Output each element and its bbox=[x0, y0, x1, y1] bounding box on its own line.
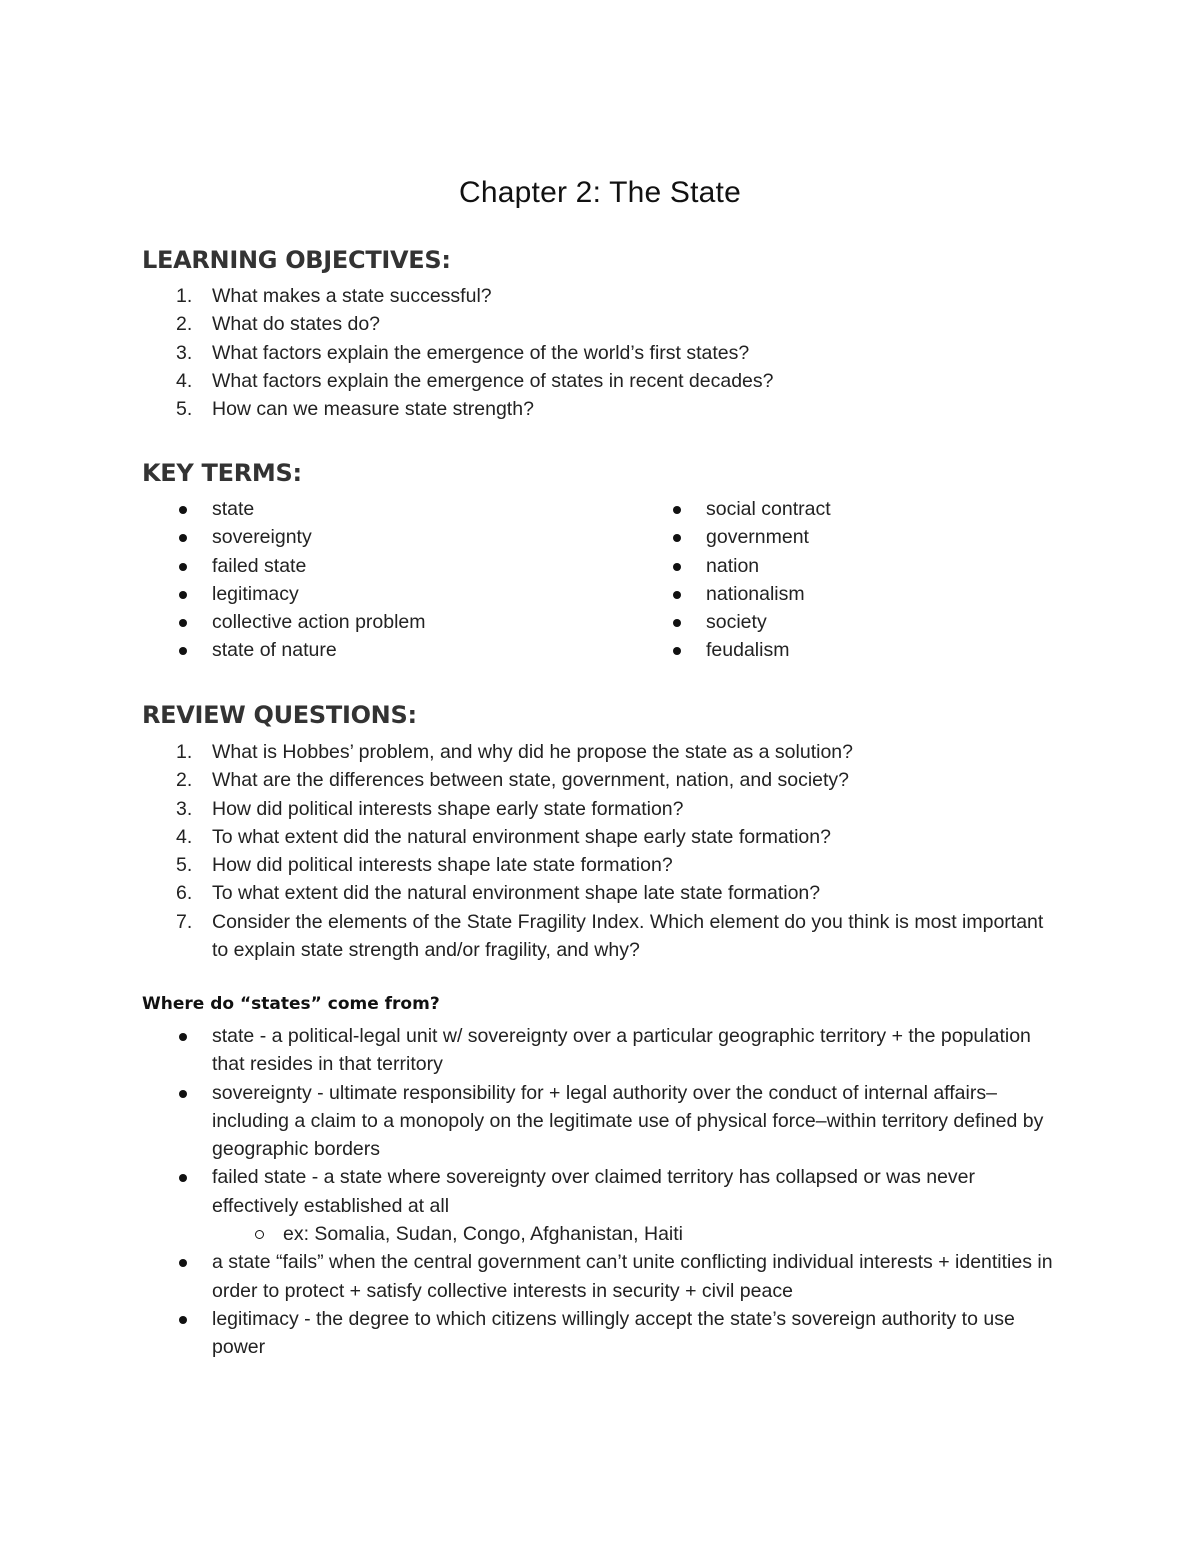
bullet-icon bbox=[673, 506, 681, 514]
item-text: How did political interests shape late state formation? bbox=[212, 854, 673, 877]
bullet-icon bbox=[673, 619, 681, 627]
item-text: Consider the elements of the State Fragility Index. Which element do you think is most important to explain state strength and/or fragility, and why? bbox=[212, 910, 1044, 962]
key-term: state bbox=[212, 498, 255, 520]
list-item bbox=[142, 1305, 1062, 1362]
bullet-icon bbox=[179, 534, 187, 542]
list-item bbox=[142, 395, 862, 423]
list-item bbox=[142, 495, 562, 523]
item-number: 3. bbox=[176, 341, 193, 364]
bullet-icon bbox=[179, 647, 187, 655]
list-item bbox=[142, 1248, 1062, 1305]
key-term: nation bbox=[706, 554, 760, 577]
item-number: 5. bbox=[176, 398, 193, 421]
note-text: state - a political-legal unit w/ sovereignty over a particular geographic territory + the population that resides in that territory bbox=[212, 1025, 1031, 1076]
bullet-icon bbox=[179, 1174, 187, 1182]
item-text: What do states do? bbox=[212, 313, 381, 336]
key-term: social contract bbox=[706, 498, 831, 520]
item-number: 5. bbox=[176, 854, 193, 877]
item-text: To what extent did the natural environment shape late state formation? bbox=[212, 882, 821, 905]
item-number: 1. bbox=[176, 285, 193, 307]
list-item bbox=[142, 766, 1062, 794]
item-text: What are the differences between state, government, nation, and society? bbox=[212, 769, 850, 792]
review-questions-list bbox=[142, 738, 1062, 964]
note-text: legitimacy - the degree to which citizens willingly accept the state’s sovereign authority to use power bbox=[212, 1307, 1015, 1359]
list-item bbox=[636, 580, 1056, 608]
item-number: 6. bbox=[176, 882, 193, 905]
list-item bbox=[142, 1022, 1062, 1079]
note-text: failed state - a state where sovereignty over claimed territory has collapsed or was never effectively established at all bbox=[212, 1166, 976, 1217]
item-number: 2. bbox=[176, 313, 193, 336]
list-item bbox=[142, 738, 1062, 766]
bullet-icon bbox=[673, 591, 681, 599]
learning-objectives-list bbox=[142, 282, 862, 423]
key-terms-heading: KEY TERMS: bbox=[142, 459, 302, 487]
item-number: 4. bbox=[176, 825, 193, 848]
key-term: sovereignty bbox=[212, 526, 312, 549]
item-text: How did political interests shape early state formation? bbox=[212, 797, 684, 820]
list-item bbox=[142, 339, 862, 367]
bullet-icon bbox=[179, 1033, 187, 1041]
notes-list bbox=[142, 1022, 1062, 1362]
list-item bbox=[142, 608, 562, 636]
key-term: legitimacy bbox=[212, 582, 299, 605]
list-item bbox=[636, 552, 1056, 580]
key-term: society bbox=[706, 611, 767, 634]
note-text: sovereignty - ultimate responsibility for + legal authority over the conduct of internal affairs–including a claim to a monopoly on the legitimate use of physical force–within territory defined by geographic borders bbox=[212, 1081, 1044, 1161]
key-term: collective action problem bbox=[212, 611, 426, 634]
item-text: To what extent did the natural environment shape early state formation? bbox=[212, 825, 831, 848]
key-term: government bbox=[706, 526, 809, 549]
item-text: What is Hobbes’ problem, and why did he propose the state as a solution? bbox=[212, 741, 853, 763]
list-item bbox=[142, 367, 862, 395]
list-item bbox=[142, 1079, 1062, 1164]
review-questions-heading: REVIEW QUESTIONS: bbox=[142, 701, 417, 729]
bullet-icon bbox=[673, 647, 681, 655]
bullet-icon bbox=[179, 563, 187, 571]
item-number: 4. bbox=[176, 369, 193, 392]
bullet-icon bbox=[179, 1090, 187, 1098]
item-text: What factors explain the emergence of the world’s first states? bbox=[212, 341, 750, 364]
list-item bbox=[142, 908, 1062, 965]
list-item bbox=[142, 552, 562, 580]
list-item bbox=[636, 523, 1056, 551]
key-term: failed state bbox=[212, 554, 307, 577]
bullet-icon bbox=[179, 1316, 187, 1324]
key-term: state of nature bbox=[212, 639, 337, 662]
bullet-icon bbox=[179, 506, 187, 514]
item-number: 2. bbox=[176, 769, 193, 792]
key-term: nationalism bbox=[706, 582, 805, 605]
bullet-icon bbox=[673, 563, 681, 571]
list-item bbox=[142, 795, 1062, 823]
item-text: What factors explain the emergence of states in recent decades? bbox=[212, 369, 774, 392]
sub-list-item bbox=[142, 1220, 1062, 1248]
hollow-bullet-icon bbox=[255, 1230, 264, 1239]
list-item bbox=[142, 1163, 1062, 1220]
note-text: ex: Somalia, Sudan, Congo, Afghanistan, Haiti bbox=[283, 1223, 683, 1246]
bullet-icon bbox=[179, 1259, 187, 1267]
item-number: 3. bbox=[176, 797, 193, 820]
item-text: How can we measure state strength? bbox=[212, 398, 534, 421]
item-number: 7. bbox=[176, 910, 193, 933]
list-item bbox=[142, 879, 1062, 907]
note-text: a state “fails” when the central government can’t unite conflicting individual interests + identities in order to protect + satisfy collective interests in security + civil peace bbox=[212, 1251, 1053, 1302]
bullet-icon bbox=[673, 534, 681, 542]
key-term: feudalism bbox=[706, 639, 790, 662]
list-item bbox=[142, 580, 562, 608]
key-terms-right-column bbox=[636, 495, 1056, 665]
item-number: 1. bbox=[176, 741, 193, 763]
list-item bbox=[142, 523, 562, 551]
list-item bbox=[142, 310, 862, 338]
list-item bbox=[142, 823, 1062, 851]
list-item bbox=[636, 495, 1056, 523]
learning-objectives-heading: LEARNING OBJECTIVES: bbox=[142, 246, 451, 274]
page-title: Chapter 2: The State bbox=[459, 176, 741, 209]
list-item bbox=[636, 636, 1056, 664]
list-item bbox=[636, 608, 1056, 636]
list-item bbox=[142, 851, 1062, 879]
list-item bbox=[142, 282, 862, 310]
list-item bbox=[142, 636, 562, 664]
bullet-icon bbox=[179, 619, 187, 627]
key-terms-left-column bbox=[142, 495, 562, 665]
bullet-icon bbox=[179, 591, 187, 599]
item-text: What makes a state successful? bbox=[212, 285, 492, 307]
notes-subheading: Where do “states” come from? bbox=[142, 994, 440, 1014]
